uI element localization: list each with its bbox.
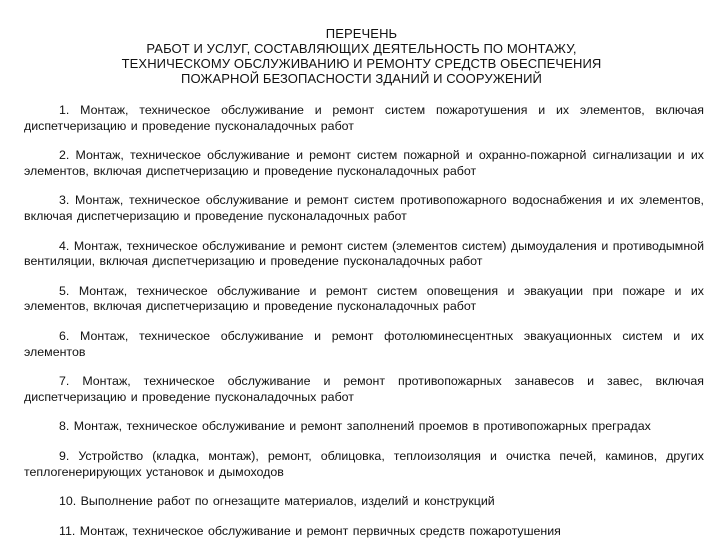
list-item bbox=[24, 419, 704, 435]
title-line: ПОЖАРНОЙ БЕЗОПАСНОСТИ ЗДАНИЙ И СООРУЖЕНИЙ bbox=[181, 71, 542, 86]
title-line: ПЕРЕЧЕНЬ bbox=[325, 26, 398, 41]
list-item bbox=[24, 239, 704, 270]
list-item-text: 4. Монтаж, техническое обслуживание и ремонт систем (элементов систем) дымоудаления и противодымной вентиляции, включая диспетчеризацию и проведение пусконаладочных работ bbox=[24, 238, 704, 269]
list-item bbox=[24, 449, 704, 480]
list-item-text: 8. Монтаж, техническое обслуживание и ремонт заполнений проемов в противопожарных преградах bbox=[59, 419, 651, 434]
document-title bbox=[0, 26, 723, 86]
title-line: ТЕХНИЧЕСКОМУ ОБСЛУЖИВАНИЮ И РЕМОНТУ СРЕДСТВ ОБЕСПЕЧЕНИЯ bbox=[121, 56, 602, 71]
list-item-text: 5. Монтаж, техническое обслуживание и ремонт систем оповещения и эвакуации при пожаре и их элементов, включая диспетчеризацию и проведение пусконаладочных работ bbox=[24, 283, 704, 314]
list-item bbox=[24, 284, 704, 315]
list-item-text: 10. Выполнение работ по огнезащите материалов, изделий и конструкций bbox=[59, 494, 495, 509]
list-item-text: 9. Устройство (кладка, монтаж), ремонт, облицовка, теплоизоляция и очистка печей, каминов, других теплогенерирующих установок и дымоходов bbox=[24, 448, 704, 479]
list-item-text: 6. Монтаж, техническое обслуживание и ремонт фотолюминесцентных эвакуационных систем и их элементов bbox=[24, 328, 704, 359]
list-item bbox=[24, 148, 704, 179]
list-item bbox=[24, 524, 704, 540]
list-item bbox=[24, 374, 704, 405]
list-item-text: 3. Монтаж, техническое обслуживание и ремонт систем противопожарного водоснабжения и их элементов, включая диспетчеризацию и проведение пусконаладочных работ bbox=[24, 193, 704, 223]
list-item bbox=[24, 494, 704, 510]
list-item-text: 2. Монтаж, техническое обслуживание и ремонт систем пожарной и охранно-пожарной сигнализации и их элементов, включая диспетчеризацию и проведение пусконаладочных работ bbox=[24, 148, 704, 178]
list-item bbox=[24, 103, 704, 134]
list-item-text: 7. Монтаж, техническое обслуживание и ремонт противопожарных занавесов и завес, включая диспетчеризацию и проведение пусконаладочных работ bbox=[24, 374, 704, 404]
list-item bbox=[24, 329, 704, 360]
work-list bbox=[24, 103, 704, 553]
title-line: РАБОТ И УСЛУГ, СОСТАВЛЯЮЩИХ ДЕЯТЕЛЬНОСТЬ ПО МОНТАЖУ, bbox=[146, 41, 577, 56]
list-item-text: 1. Монтаж, техническое обслуживание и ремонт систем пожаротушения и их элементов, включая диспетчеризацию и проведение пусконаладочных работ bbox=[24, 103, 704, 133]
list-item bbox=[24, 193, 704, 224]
list-item-text: 11. Монтаж, техническое обслуживание и ремонт первичных средств пожаротушения bbox=[59, 523, 561, 538]
